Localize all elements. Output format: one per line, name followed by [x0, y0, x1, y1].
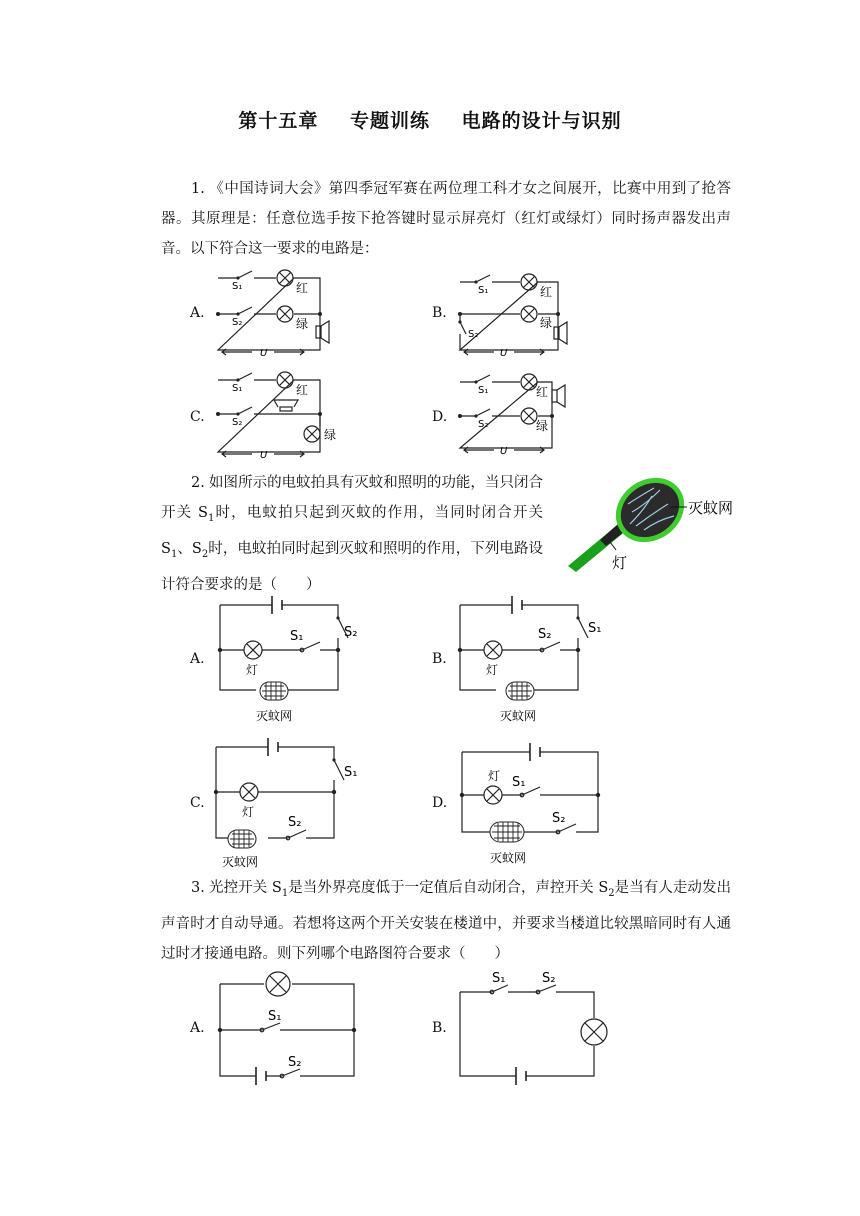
q1-option-b-label: B.	[432, 305, 447, 321]
racket-lamp-label: 灯	[612, 554, 628, 572]
q2a-s1-label: S₁	[290, 629, 304, 644]
q1-circuit-d	[450, 374, 590, 466]
q2c-lamp-label: 灯	[242, 805, 255, 819]
q1d-red-label: 红	[536, 385, 549, 399]
question-3-text-c: 是当有人走动发出声音时才自动导通。若想将这两个开关安装在楼道中，并要求当楼道比较黑暗同时有人通过时才接通电路。则下列哪个电路图符合要求（ ）	[161, 880, 731, 962]
question-3-text	[161, 873, 731, 969]
q1-circuit-a	[208, 268, 348, 360]
q1d-s2-label: S₂	[478, 419, 489, 430]
q1b-s2-label: S₂	[468, 329, 479, 340]
question-2-text	[161, 468, 543, 600]
q2a-s2-label: S₂	[344, 625, 358, 640]
question-1-text	[161, 174, 731, 264]
q1b-green-label: 绿	[540, 316, 553, 330]
chapter-title: 第十五章	[238, 110, 319, 132]
q1a-red-label: 红	[296, 281, 309, 295]
question-3-text-a: 光控开关 S	[209, 880, 282, 896]
q1a-green-label: 绿	[296, 317, 309, 331]
q1d-s1-label: S₁	[478, 385, 489, 396]
q2c-s2-label: S₂	[288, 815, 302, 830]
q2d-s2-label: S₂	[552, 811, 566, 826]
question-2-text-c: 、S	[177, 540, 202, 557]
question-2-number: 2.	[191, 475, 205, 491]
q1-option-c-label: C.	[190, 409, 205, 425]
question-2-text-a: 如图所示的电蚊拍具有灭蚊和照明的功能，当只闭合开关 S	[161, 475, 543, 521]
question-3-text-b: 是当外界亮度低于一定值后自动闭合，声控开关 S	[288, 880, 609, 896]
q2-option-a-label: A.	[190, 651, 205, 667]
q1a-s1-label: S₁	[232, 281, 243, 292]
question-1-number: 1.	[191, 181, 205, 197]
q3a-s2-label: S₂	[288, 1055, 302, 1070]
q2-circuit-b	[450, 592, 610, 732]
q2-option-c-label: C.	[190, 795, 205, 811]
question-1-body: 《中国诗词大会》第四季冠军赛在两位理工科才女之间展开，比赛中用到了抢答器。其原理是：任意位选手按下抢答键时显示屏亮灯（红灯或绿灯）同时扬声器发出声音。以下符合这一要求的电路是：	[161, 181, 731, 257]
q3a-s1-label: S₁	[268, 1009, 282, 1024]
q2a-lamp-label: 灯	[246, 663, 259, 677]
q2-circuit-d	[452, 736, 622, 876]
q2b-net-label: 灭蚊网	[500, 709, 537, 723]
q2c-net-label: 灭蚊网	[222, 855, 259, 869]
q2-sub-1a: 1	[208, 512, 215, 524]
q1a-u-label: U	[260, 348, 268, 359]
q1b-u-label: U	[500, 348, 508, 359]
q2-circuit-c	[206, 734, 366, 874]
q3b-s1-label: S₁	[492, 971, 506, 986]
q2d-s1-label: S₁	[512, 775, 526, 790]
topic-title: 专题训练	[349, 110, 430, 132]
q2-option-b-label: B.	[432, 651, 447, 667]
q2a-net-label: 灭蚊网	[256, 709, 293, 723]
q2-option-d-label: D.	[432, 795, 448, 811]
q1-option-a-label: A.	[190, 305, 205, 321]
q1c-s2-label: S₂	[232, 417, 243, 428]
q1a-s2-label: S₂	[232, 317, 243, 328]
q2c-s1-label: S₁	[344, 765, 358, 780]
q1b-s1-label: S₁	[478, 285, 489, 296]
q2d-lamp-label: 灯	[488, 769, 501, 783]
q2d-net-label: 灭蚊网	[490, 851, 527, 865]
racket-net-label: 灭蚊网	[688, 499, 734, 517]
q1c-u-label: U	[260, 450, 268, 461]
q3-option-a-label: A.	[190, 1020, 205, 1036]
q1c-red-label: 红	[296, 383, 309, 397]
q2-sub-2: 2	[201, 548, 209, 560]
question-2-text-d: 时，电蚊拍同时起到灭蚊和照明的作用，下列电路设计符合要求的是（ ）	[161, 540, 543, 593]
question-3-number: 3.	[191, 880, 205, 896]
q1-circuit-b	[450, 272, 590, 364]
q1b-red-label: 红	[540, 285, 553, 299]
q2b-s2-label: S₂	[538, 627, 552, 642]
q3-sub-1: 1	[281, 887, 289, 899]
q1d-u-label: U	[500, 446, 508, 457]
subtitle-title: 电路的设计与识别	[461, 110, 622, 132]
page-title	[0, 106, 860, 133]
q1-option-d-label: D.	[432, 409, 448, 425]
q3-circuit-a	[210, 966, 370, 1086]
q3b-s2-label: S₂	[542, 971, 556, 986]
q1d-green-label: 绿	[536, 419, 549, 433]
q1c-green-label: 绿	[324, 428, 337, 442]
q1-circuit-c	[208, 372, 348, 464]
q2-sub-1b: 1	[170, 548, 178, 560]
mosquito-racket-image	[560, 474, 740, 574]
q2b-s1-label: S₁	[588, 621, 602, 636]
q2-circuit-a	[210, 592, 370, 732]
q2b-lamp-label: 灯	[486, 663, 499, 677]
question-2-text-b: 时，电蚊拍只起到灭蚊的作用，当同时闭合开关 S	[161, 505, 544, 557]
q3-sub-2: 2	[608, 887, 615, 899]
q1c-s1-label: S₁	[232, 383, 243, 394]
q3-option-b-label: B.	[432, 1020, 447, 1036]
q3-circuit-b	[450, 966, 620, 1086]
